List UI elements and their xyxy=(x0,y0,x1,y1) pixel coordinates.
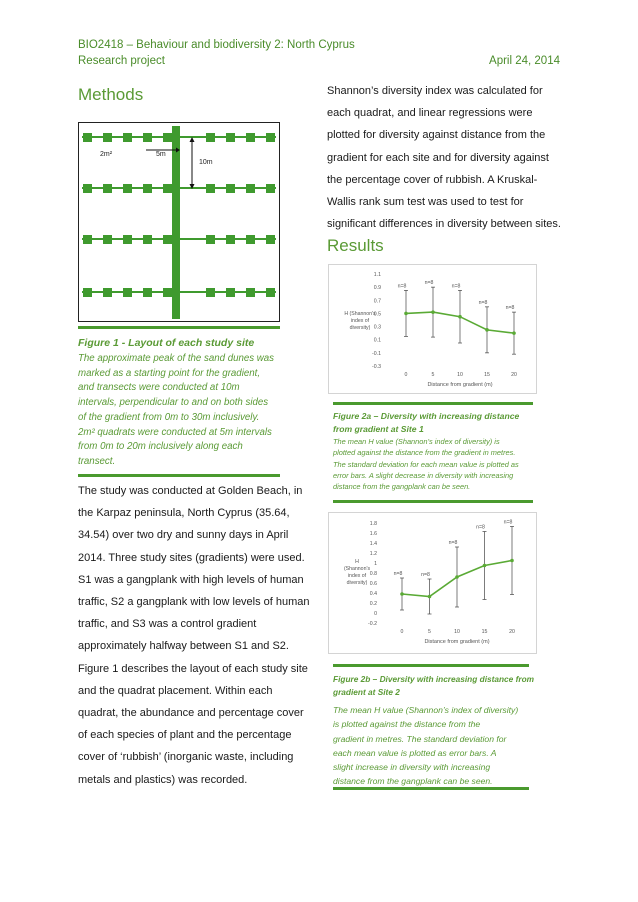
methods-line: 34.54) over two dry and sunny days in April xyxy=(78,529,289,542)
y-tick-label: -0.3 xyxy=(372,364,381,370)
n-label: n=8 xyxy=(451,283,461,290)
y-tick-label: 0 xyxy=(374,611,377,617)
quadrat-square xyxy=(83,184,92,193)
methods-line: cover of ‘rubbish’ (inorganic waste, including xyxy=(78,751,294,764)
header-date: April 24, 2014 xyxy=(489,55,560,67)
quadrat-square xyxy=(83,133,92,142)
data-point xyxy=(404,312,408,316)
methods-line: Figure 1 describes the layout of each study site xyxy=(78,662,308,675)
figure1-line: from 0m to 20m inclusively along each xyxy=(78,441,243,453)
analysis-line: Shannon’s diversity index was calculated for xyxy=(327,85,543,97)
quadrat-square xyxy=(123,133,132,142)
quadrat-square xyxy=(103,133,112,142)
data-point xyxy=(431,310,435,314)
quadrat-square xyxy=(266,235,275,244)
x-tick-label: 10 xyxy=(457,372,463,378)
figure2b-title: gradient at Site 2 xyxy=(333,687,400,697)
y-axis-title: H (Shannon's xyxy=(344,311,376,317)
quadrat-size-label: 2m² xyxy=(100,151,113,158)
quadrat-square xyxy=(206,184,215,193)
methods-body xyxy=(78,480,318,791)
y-axis-title: diversity) xyxy=(346,580,368,586)
quadrat-square xyxy=(266,184,275,193)
analysis-line: Wallis rank sum test was used to test for xyxy=(327,196,524,209)
figure1-line: The approximate peak of the sand dunes was xyxy=(78,353,275,364)
figure2b-top-rule xyxy=(333,664,529,667)
chart-2b xyxy=(329,513,536,653)
y-tick-label: 0.7 xyxy=(373,298,381,305)
x-tick-label: 20 xyxy=(509,629,515,635)
figure2a-line: plotted against the distance from the gradient in metres. xyxy=(333,448,516,458)
quadrat-square xyxy=(206,235,215,244)
y-axis-title: (Shannon's xyxy=(343,566,371,572)
header-subtitle: Research project xyxy=(78,55,165,67)
x-axis-title: Distance from gradient (m) xyxy=(427,382,493,388)
figure1-bottom-rule xyxy=(78,474,280,477)
quadrat-square xyxy=(83,288,92,297)
analysis-line: plotted for diversity against distance from the xyxy=(327,129,546,142)
data-point xyxy=(510,559,514,563)
figure2b-line: is plotted against the distance from the xyxy=(333,719,481,730)
x-tick-label: 10 xyxy=(454,629,460,635)
figure2a-line: The mean H value (Shannon’s index of diversity) is xyxy=(333,437,500,446)
site-layout-diagram xyxy=(78,122,280,322)
y-tick-label: 0.1 xyxy=(373,337,381,344)
quadrat-square xyxy=(103,235,112,244)
methods-line: The study was conducted at Golden Beach, in xyxy=(78,485,303,497)
y-tick-label: 1 xyxy=(374,561,377,567)
y-tick-label: -0.2 xyxy=(368,621,377,627)
analysis-line: gradient for each site and for diversity against xyxy=(327,151,549,164)
methods-line: traffic, and S3 was a control gradient xyxy=(78,618,257,631)
figure2b-line: distance from the gangplank can be seen. xyxy=(333,776,493,787)
y-axis-title: index of xyxy=(350,318,370,324)
figure2a-bottom-rule xyxy=(333,500,533,503)
y-tick-label: 1.6 xyxy=(369,531,377,537)
quadrat-square xyxy=(226,184,235,193)
figure2b-line: each mean value is plotted as error bars. A xyxy=(333,747,497,758)
quadrat-square xyxy=(103,288,112,297)
data-point xyxy=(483,564,487,568)
transect-spacing-label: 10m xyxy=(199,159,213,166)
figure1-caption xyxy=(78,337,308,470)
data-point xyxy=(455,575,459,579)
y-tick-label: 1.2 xyxy=(369,551,377,557)
x-axis-title: Distance from gradient (m) xyxy=(424,639,490,645)
y-tick-label: -0.1 xyxy=(372,350,381,357)
figure1-top-rule xyxy=(78,326,280,329)
y-tick-label: 0.6 xyxy=(369,581,377,587)
analysis-line: each quadrat, and linear regressions were xyxy=(327,107,533,120)
figure2a-line: error bars. A slight decrease in diversity with increasing xyxy=(333,470,514,480)
methods-line: and the quadrat placement. Within each xyxy=(78,684,273,697)
quadrat-square xyxy=(123,288,132,297)
y-tick-label: 0.2 xyxy=(369,601,377,607)
data-point xyxy=(512,331,516,335)
quadrat-square xyxy=(163,133,172,142)
figure2a-line: The standard deviation for each mean value is plotted as xyxy=(333,459,519,469)
figure2a-line: distance from the gangplank can be seen. xyxy=(333,482,471,492)
methods-line: the Karpaz peninsula, North Cyprus (35.64, xyxy=(78,507,290,520)
analysis-line: the percentage cover of rubbish. A Kruskal- xyxy=(327,173,538,186)
y-tick-label: 0.5 xyxy=(373,311,381,318)
methods-heading: Methods xyxy=(78,85,144,104)
figure1-line: marked as a starting point for the gradient, xyxy=(78,367,261,379)
quadrat-square xyxy=(163,235,172,244)
n-label: n=8 xyxy=(397,283,407,290)
figure2b-line: The mean H value (Shannon’s index of diversity) xyxy=(333,705,519,715)
figure2b-caption xyxy=(333,673,543,789)
figure2b-line: gradient in metres. The standard deviation for xyxy=(333,733,507,744)
n-label: n=8 xyxy=(448,540,458,546)
n-label: n=8 xyxy=(476,524,485,531)
y-tick-label: 0.9 xyxy=(373,285,381,292)
x-tick-label: 0 xyxy=(400,629,404,635)
y-axis-title: index of xyxy=(347,573,367,579)
n-label: n=8 xyxy=(505,305,515,312)
gradient-line xyxy=(172,126,180,319)
n-label: n=8 xyxy=(424,280,434,287)
data-point xyxy=(458,315,462,319)
figure2b-title: Figure 2b – Diversity with increasing distance from xyxy=(333,674,535,684)
figure1-line: intervals, perpendicular to and on both sides xyxy=(78,397,269,409)
quadrat-square xyxy=(143,235,152,244)
x-tick-label: 15 xyxy=(481,629,488,635)
quadrat-square xyxy=(143,184,152,193)
quadrat-square xyxy=(266,133,275,142)
quadrat-square xyxy=(206,288,215,297)
n-label: n=8 xyxy=(421,572,430,578)
data-point xyxy=(485,328,489,332)
figure2a-title: from gradient at Site 1 xyxy=(333,424,424,434)
figure1-line: transect. xyxy=(78,455,116,467)
methods-line: S1 was a gangplank with high levels of human xyxy=(78,573,304,586)
y-tick-label: 1.8 xyxy=(369,521,377,527)
figure2b-line: slight increase in diversity with increasing xyxy=(333,762,491,773)
chart-2b-frame xyxy=(328,512,537,654)
y-tick-label: 1.4 xyxy=(369,541,377,547)
methods-line: traffic, S2 a gangplank with low levels of human xyxy=(78,596,310,609)
n-label: n=8 xyxy=(478,299,488,306)
figure1-title: Figure 1 - Layout of each study site xyxy=(78,337,255,349)
figure1-line: 2m² quadrats were conducted at 5m intervals xyxy=(78,426,272,438)
quadrat-square xyxy=(246,288,255,297)
data-point xyxy=(400,592,404,596)
quadrat-square xyxy=(123,184,132,193)
quadrat-square xyxy=(143,288,152,297)
methods-line: metals and plastics) was recorded. xyxy=(78,773,248,786)
figure1-line: and transects were conducted at 10m xyxy=(78,382,240,394)
figure2b-bottom-rule xyxy=(333,787,529,790)
y-tick-label: 0.3 xyxy=(373,324,381,331)
x-tick-label: 5 xyxy=(428,629,431,635)
y-axis-title: H xyxy=(355,559,359,565)
n-label: n=8 xyxy=(503,519,513,526)
methods-line: quadrat, the abundance and percentage cover xyxy=(78,707,304,720)
quadrat-square xyxy=(226,133,235,142)
x-tick-label: 15 xyxy=(484,372,490,378)
x-tick-label: 0 xyxy=(404,372,408,378)
x-tick-label: 20 xyxy=(511,372,517,378)
figure2a-top-rule xyxy=(333,402,533,405)
quadrat-square xyxy=(163,288,172,297)
methods-line: approximately halfway between S1 and S2. xyxy=(78,640,289,653)
y-axis-title: diversity) xyxy=(349,325,371,331)
quadrat-square xyxy=(206,133,215,142)
quadrat-square xyxy=(246,133,255,142)
x-tick-label: 5 xyxy=(431,372,435,378)
y-tick-label: 0.4 xyxy=(369,591,377,597)
methods-line: of each species of plant and the percentage xyxy=(78,729,292,742)
results-heading: Results xyxy=(327,236,384,255)
quadrat-square xyxy=(123,235,132,244)
chart-2a-frame xyxy=(328,264,537,394)
quadrat-square xyxy=(143,133,152,142)
quadrat-square xyxy=(246,235,255,244)
figure1-line: of the gradient from 0m to 30m inclusively. xyxy=(78,411,260,423)
header-course-title: BIO2418 – Behaviour and biodiversity 2: North Cyprus xyxy=(78,39,355,51)
y-tick-label: 0.8 xyxy=(369,571,377,577)
analysis-line: significant differences in diversity between sites. xyxy=(327,218,561,231)
analysis-text xyxy=(327,80,567,235)
chart-2a xyxy=(329,265,536,393)
y-tick-label: 1.1 xyxy=(373,272,381,278)
quadrat-square xyxy=(266,288,275,297)
quadrat-square xyxy=(226,235,235,244)
quadrat-square xyxy=(246,184,255,193)
quadrat-square xyxy=(226,288,235,297)
quadrat-spacing-label: 5m xyxy=(156,151,166,158)
data-point xyxy=(428,595,432,599)
quadrat-square xyxy=(163,184,172,193)
methods-line: 2014. Three study sites (gradients) were used. xyxy=(78,551,305,564)
site-layout-figure xyxy=(78,122,280,322)
n-label: n=8 xyxy=(393,571,403,577)
figure2a-caption xyxy=(333,410,543,492)
quadrat-square xyxy=(83,235,92,244)
quadrat-square xyxy=(103,184,112,193)
figure2a-title: Figure 2a – Diversity with increasing distance xyxy=(333,411,520,421)
